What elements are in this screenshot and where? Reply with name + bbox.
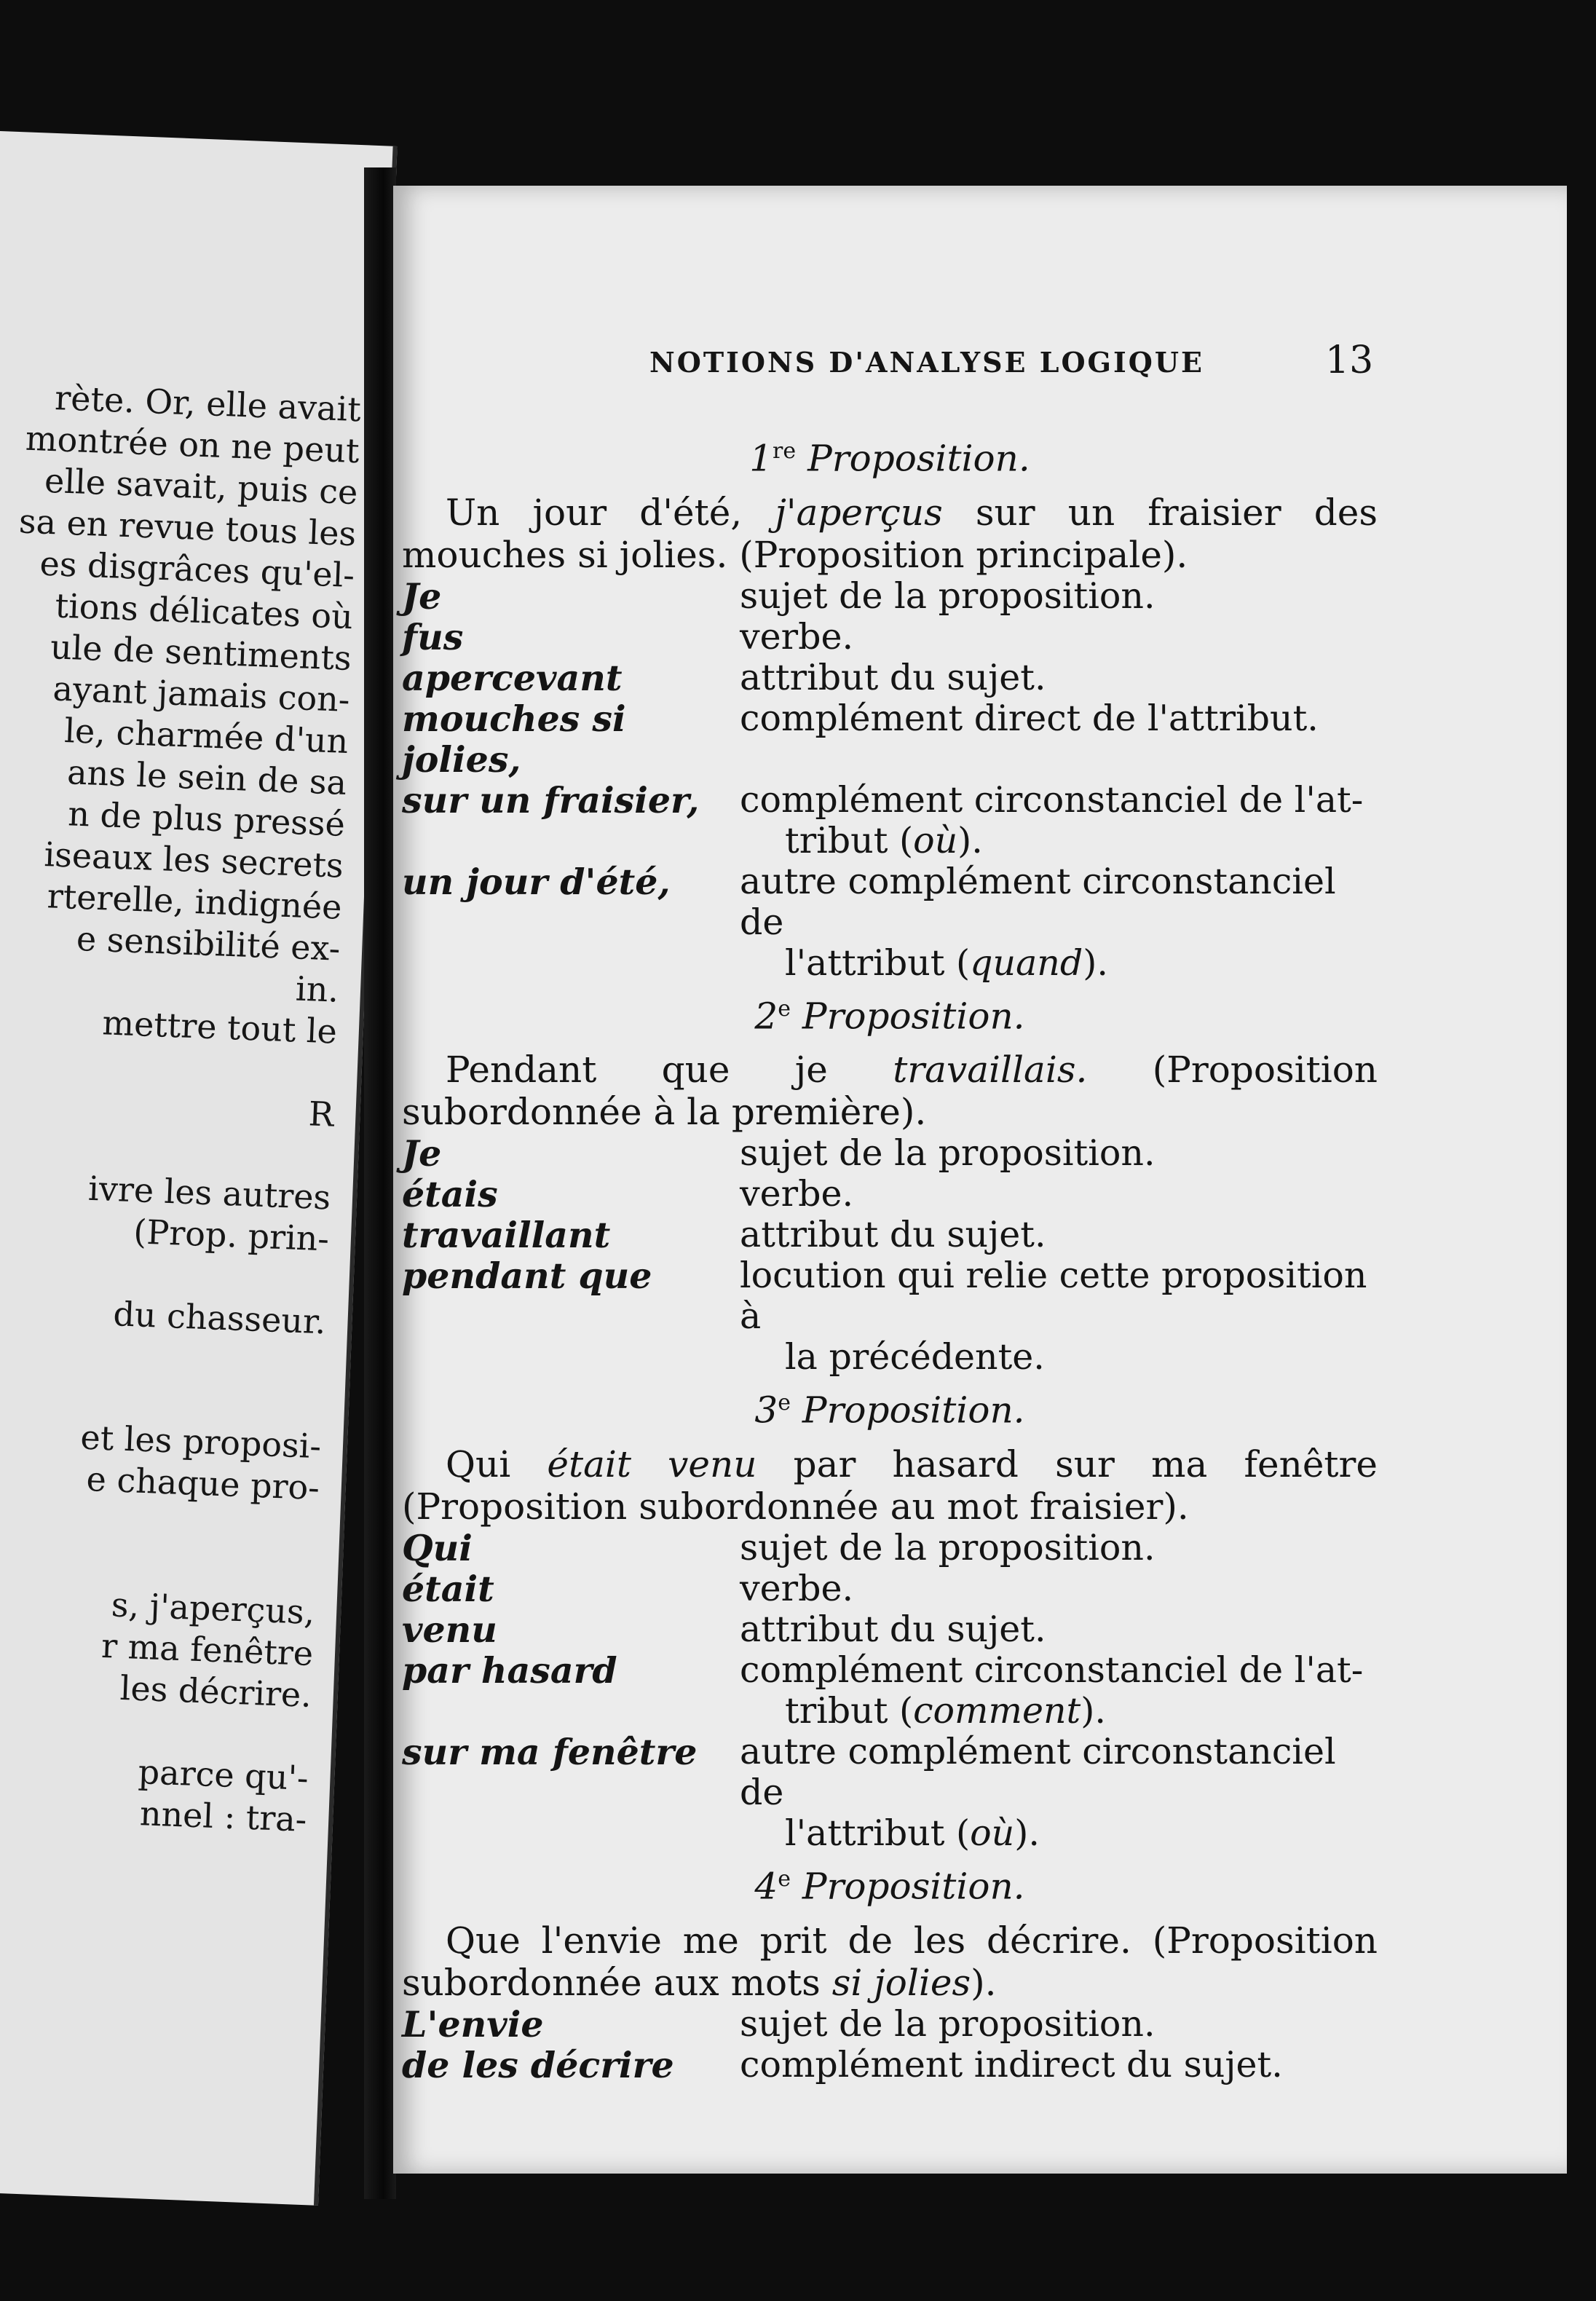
heading-number: 1 (749, 437, 773, 480)
analysis-term: étais (402, 1173, 498, 1216)
analysis-definition (740, 698, 1378, 780)
example-sentence (402, 1443, 1378, 1528)
definition-line: locution qui relie cette proposition à (740, 1255, 1367, 1338)
definition-line: sujet de la proposition. (740, 1132, 1155, 1175)
definition-continuation (740, 821, 1378, 861)
definition-continuation (740, 1691, 1378, 1732)
analysis-row (402, 576, 1378, 617)
analysis-term: de les décrire (402, 2043, 674, 2086)
definition-line: sujet de la proposition. (740, 2002, 1155, 2045)
right-page (393, 186, 1567, 2174)
analysis-term: pendant que (402, 1255, 652, 1298)
sentence-text: Que l'envie me prit de les décrire. (Proposition subordonnée aux mots (402, 1919, 1378, 2004)
left-page-line: ule de sentiments (50, 627, 352, 679)
continuation-text: tribut ( (785, 1689, 914, 1732)
analysis-row (402, 861, 1378, 984)
heading-ordinal: e (778, 1866, 791, 1892)
analysis-term: apercevant (402, 656, 623, 699)
analysis-term: par hasard (402, 1649, 617, 1692)
analysis-row (402, 658, 1378, 698)
continuation-end: ). (1014, 1812, 1040, 1854)
left-page-line: r ma fenêtre (100, 1625, 315, 1674)
analysis-definition (740, 1133, 1378, 1174)
analysis-term: Je (402, 1132, 442, 1175)
proposition-heading (402, 1382, 1378, 1432)
analysis-definition (740, 1255, 1378, 1378)
heading-number: 4 (754, 1865, 778, 1908)
left-page-line: et les proposi- (79, 1417, 323, 1467)
heading-text: Proposition. (802, 995, 1025, 1038)
analysis-term: Je (402, 575, 442, 617)
book-spine (364, 167, 396, 2199)
sentence-text: (Proposition subordonnée à la première). (402, 1049, 1378, 1134)
analysis-row (402, 1215, 1378, 1255)
left-page-line: es disgrâces qu'el- (39, 543, 355, 596)
analysis-row (402, 2004, 1378, 2045)
analysis-definition (740, 576, 1378, 617)
heading-ordinal: re (773, 438, 797, 464)
sentence-italic: j'aperçus (775, 491, 943, 534)
analysis-term: Qui (402, 1526, 473, 1569)
analysis-definition (740, 861, 1378, 984)
heading-text: Proposition. (807, 437, 1030, 480)
left-page-line: ivre les autres (87, 1168, 332, 1217)
analysis-definition (740, 617, 1378, 658)
left-page-text (0, 371, 362, 1841)
analysis-row (402, 1609, 1378, 1650)
left-page-line: ans le sein de sa (66, 752, 348, 802)
sentence-text: sur un fraisier des mouches si jolies. (Proposition principale). (402, 491, 1378, 576)
heading-text: Proposition. (802, 1389, 1025, 1432)
definition-line: sujet de la proposition. (740, 1526, 1155, 1568)
continuation-italic: où (913, 819, 958, 861)
continuation-end: ). (1081, 1689, 1106, 1732)
sentence-italic: travaillais. (893, 1049, 1088, 1092)
definition-line: attribut du sujet. (740, 1214, 1046, 1256)
definition-line: complément circonstanciel de l'at- (740, 1649, 1364, 1691)
left-page-line: le, charmée d'un (63, 711, 349, 761)
left-page-line: mettre tout le (101, 1003, 338, 1051)
analysis-definition (740, 1528, 1378, 1568)
left-page-line: montrée on ne peut (25, 418, 360, 471)
running-head: NOTIONS D'ANALYSE LOGIQUE (649, 346, 1204, 379)
analysis-definition (740, 1174, 1378, 1215)
left-page-line: iseaux les secrets (43, 834, 344, 885)
sentence-text: par hasard sur ma fenêtre (Proposition subordonnée au mot fraisier). (402, 1442, 1378, 1528)
left-page-line: in. (295, 968, 340, 1010)
definition-line: attribut du sujet. (740, 1608, 1046, 1650)
analysis-definition (740, 2045, 1378, 2085)
analysis-definition (740, 658, 1378, 698)
continuation-italic: quand (970, 942, 1083, 984)
definition-line: verbe. (740, 615, 854, 658)
example-sentence (402, 492, 1378, 576)
proposition-heading (402, 430, 1378, 480)
sentence-text: Qui (446, 1442, 548, 1485)
analysis-term: venu (402, 1608, 497, 1651)
heading-text: Proposition. (802, 1865, 1025, 1908)
definition-line: complément indirect du sujet. (740, 2043, 1283, 2085)
left-page-line: R (307, 1094, 335, 1134)
definition-line: sujet de la proposition. (740, 575, 1155, 617)
analysis-term: était (402, 1567, 494, 1610)
proposition-heading (402, 1858, 1378, 1908)
left-page-line: du chasseur. (112, 1294, 327, 1342)
analysis-definition (740, 1568, 1378, 1609)
analysis-definition (740, 1650, 1378, 1732)
analysis-row (402, 1133, 1378, 1174)
analysis-row (402, 698, 1378, 780)
definition-continuation (740, 1813, 1378, 1854)
example-sentence (402, 1049, 1378, 1133)
left-page-line: n de plus pressé (67, 794, 346, 844)
sentence-text: ). (971, 1961, 997, 2004)
analysis-row (402, 1568, 1378, 1609)
continuation-end: ). (957, 819, 983, 861)
sentence-italic: si jolies (831, 1961, 971, 2004)
definition-line: complément direct de l'attribut. (740, 697, 1319, 739)
definition-line: verbe. (740, 1173, 854, 1215)
continuation-text: l'attribut ( (785, 1812, 971, 1854)
analysis-definition (740, 2004, 1378, 2045)
left-page-line: e sensibilité ex- (76, 918, 341, 968)
proposition-heading (402, 988, 1378, 1038)
analysis-definition (740, 780, 1378, 861)
analysis-row (402, 1528, 1378, 1568)
example-sentence (402, 1919, 1378, 2004)
sentence-text: Un jour d'été, (446, 491, 775, 534)
left-page-line: parce qu'- (137, 1751, 309, 1798)
analysis-term: fus (402, 615, 464, 658)
continuation-italic: comment (913, 1689, 1081, 1732)
left-page-line: (Prop. prin- (133, 1212, 330, 1259)
left-page-line: ayant jamais con- (52, 668, 351, 719)
left-page-line: rète. Or, elle avait (54, 378, 362, 430)
continuation-text: tribut ( (785, 819, 914, 861)
analysis-row (402, 1174, 1378, 1215)
definition-line: verbe. (740, 1567, 854, 1609)
definition-line: autre complément circonstanciel de (740, 860, 1336, 943)
analysis-row (402, 617, 1378, 658)
definition-line: autre complément circonstanciel de (740, 1730, 1336, 1813)
left-page-line: les décrire. (119, 1667, 312, 1715)
analysis-term: mouches si jolies, (402, 697, 626, 781)
heading-ordinal: e (778, 1390, 791, 1416)
left-page-line: sa en revue tous les (18, 501, 357, 554)
analysis-row (402, 2045, 1378, 2085)
page-number: 13 (1325, 339, 1374, 382)
analysis-row (402, 1255, 1378, 1378)
analysis-row (402, 1650, 1378, 1732)
analysis-definition (740, 1215, 1378, 1255)
definition-continuation (740, 943, 1378, 984)
heading-number: 3 (754, 1389, 778, 1432)
left-page-line: elle savait, puis ce (44, 460, 359, 513)
analysis-term: sur ma fenêtre (402, 1730, 698, 1773)
analysis-definition (740, 1609, 1378, 1650)
left-page-line: s, j'aperçus, (110, 1584, 316, 1633)
continuation-italic: où (970, 1812, 1015, 1854)
sentence-italic: était venu (547, 1442, 757, 1485)
analysis-term: L'envie (402, 2002, 544, 2045)
analysis-term: travaillant (402, 1214, 611, 1257)
left-page-line: nnel : tra- (139, 1793, 308, 1839)
heading-number: 2 (754, 995, 778, 1038)
analysis-definition (740, 1732, 1378, 1854)
continuation-text: l'attribut ( (785, 942, 971, 984)
analysis-row (402, 780, 1378, 861)
left-page-line: rterelle, indignée (46, 876, 343, 927)
left-page-line: tions délicates où (54, 585, 354, 637)
definition-line: attribut du sujet. (740, 656, 1046, 698)
heading-ordinal: e (778, 995, 791, 1022)
definition-continuation (740, 1337, 1378, 1378)
analysis-term: un jour d'été, (402, 860, 671, 903)
definition-line: complément circonstanciel de l'at- (740, 778, 1364, 821)
analysis-term: sur un fraisier, (402, 778, 700, 821)
continuation-text: la précédente. (785, 1336, 1045, 1378)
page-body (402, 426, 1378, 2085)
continuation-end: ). (1083, 942, 1108, 984)
left-page-line: e chaque pro- (85, 1459, 320, 1508)
sentence-text: Pendant que je (446, 1049, 893, 1092)
analysis-row (402, 1732, 1378, 1854)
